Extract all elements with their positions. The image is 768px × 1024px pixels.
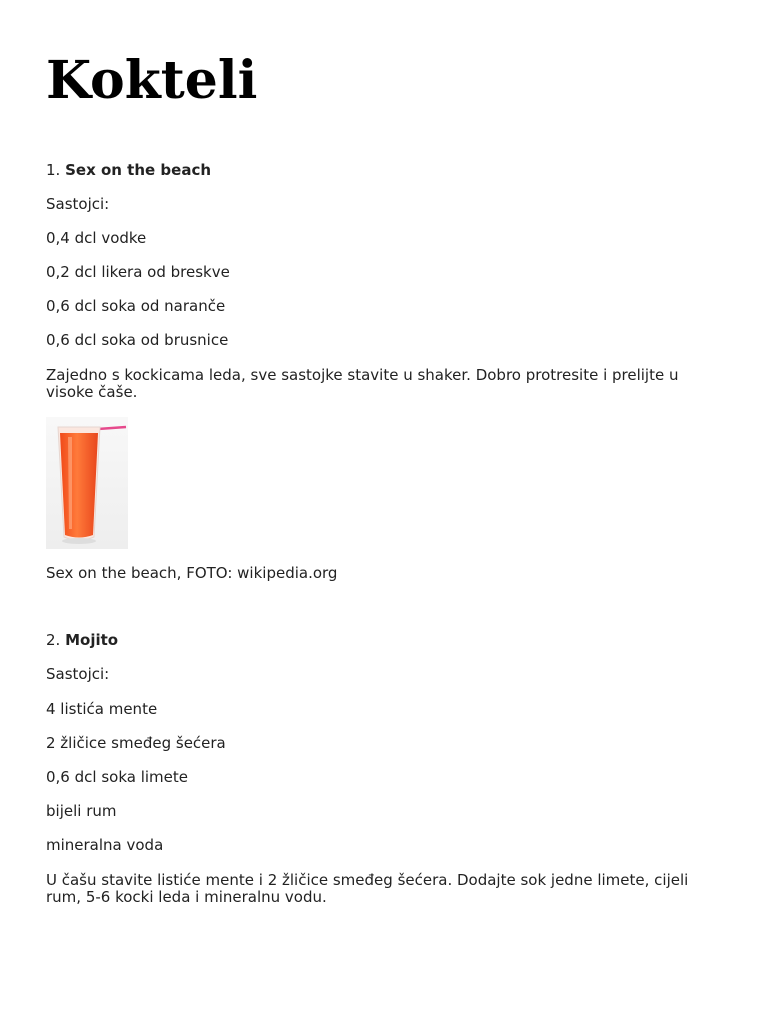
page-title: Kokteli: [46, 50, 258, 111]
recipe-1-instructions: Zajedno s kockicama leda, sve sastojke stavite u shaker. Dobro protresite i prelijte u visoke čaše.: [46, 366, 679, 401]
recipe-2-name: Mojito: [65, 631, 119, 649]
recipe-2-ingredients-label: Sastojci:: [46, 665, 110, 683]
recipe-2-instructions: U čašu stavite listiće mente i 2 žličice smeđeg šećera. Dodajte sok jedne limete, cijeli rum, 5-6 kocki leda i mineralnu vodu.: [46, 871, 689, 906]
recipe-1-ingredient: 0,2 dcl likera od breskve: [46, 263, 230, 281]
cocktail-glass-icon: [46, 417, 128, 549]
recipe-1-name: Sex on the beach: [65, 161, 212, 179]
recipe-2-ingredient: 4 listića mente: [46, 700, 158, 718]
recipe-2-ingredient: mineralna voda: [46, 836, 164, 854]
recipe-2-title: [46, 632, 118, 649]
photo-caption: Sex on the beach, FOTO: wikipedia.org: [46, 564, 338, 582]
recipe-1-ingredient: 0,4 dcl vodke: [46, 229, 147, 247]
recipe-2-number: 2.: [46, 631, 61, 649]
recipe-2-ingredient: 0,6 dcl soka limete: [46, 768, 188, 786]
recipe-1-ingredients-label: Sastojci:: [46, 195, 110, 213]
recipe-2-ingredient: bijeli rum: [46, 802, 117, 820]
recipe-1-ingredient: 0,6 dcl soka od naranče: [46, 297, 226, 315]
recipe-1-title: [46, 162, 211, 179]
recipe-2-ingredient: 2 žličice smeđeg šećera: [46, 734, 226, 752]
recipe-1-number: 1.: [46, 161, 61, 179]
recipe-1-ingredient: 0,6 dcl soka od brusnice: [46, 331, 229, 349]
cocktail-photo: [46, 417, 128, 549]
